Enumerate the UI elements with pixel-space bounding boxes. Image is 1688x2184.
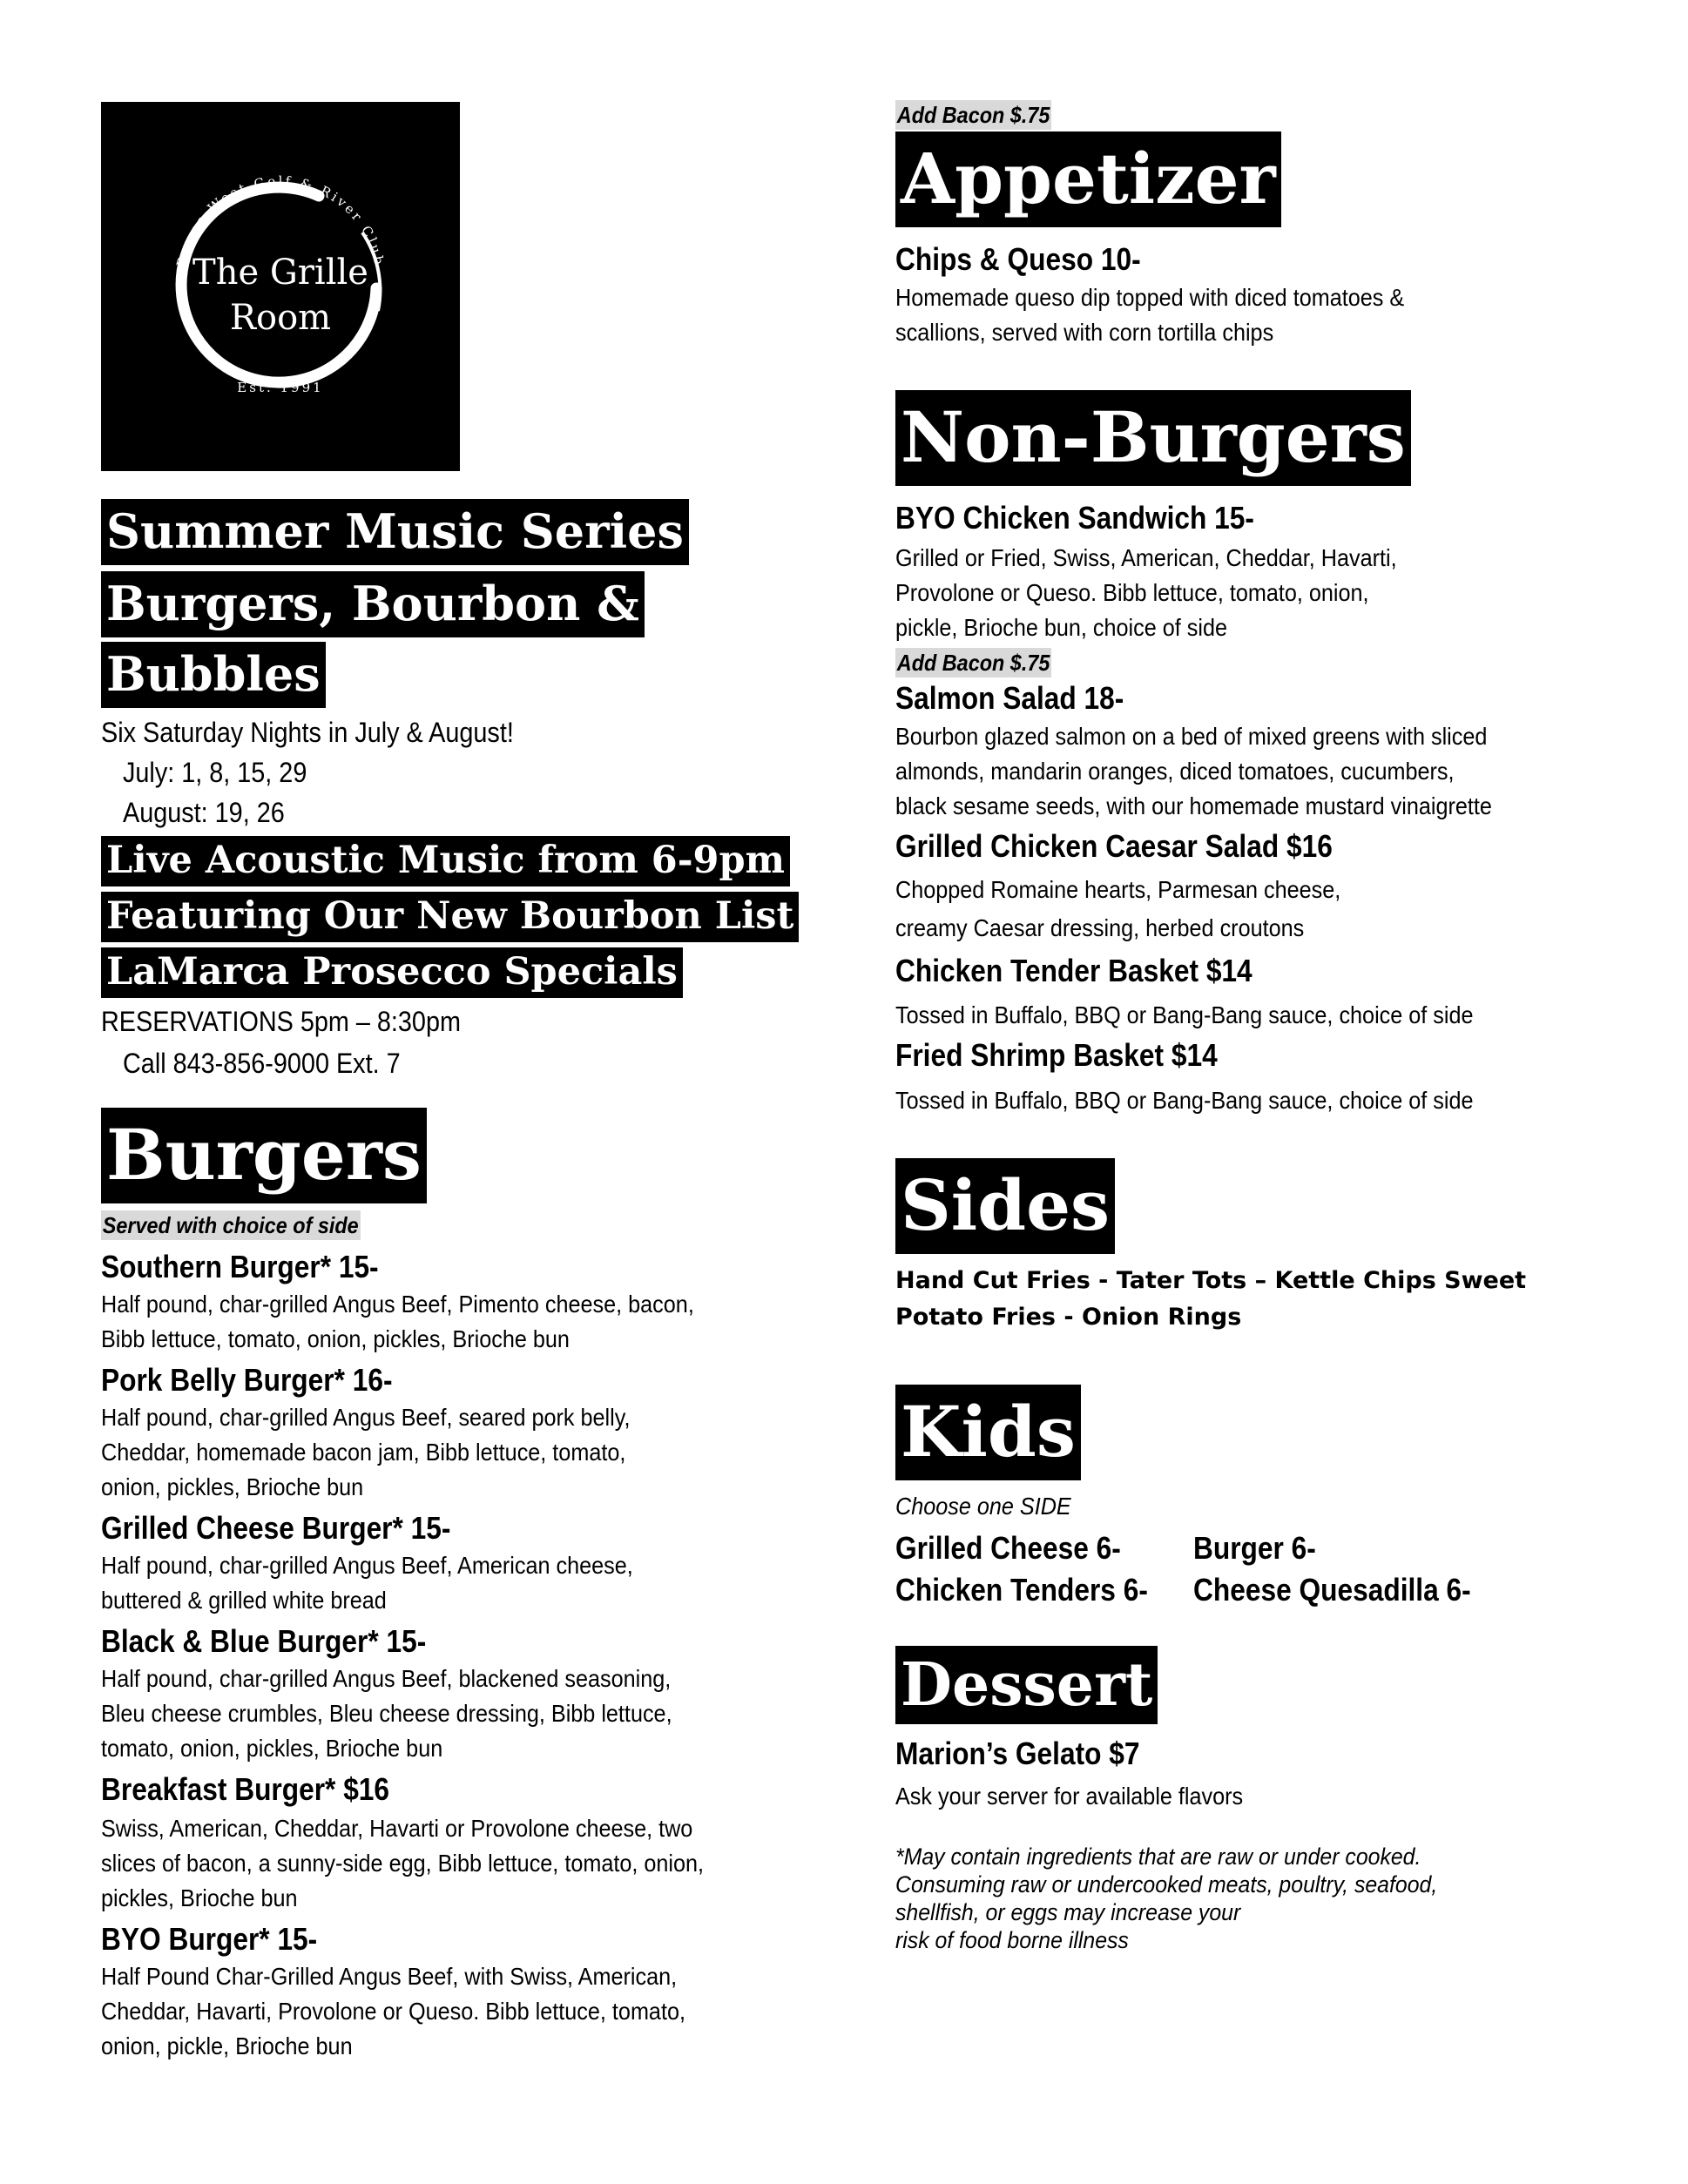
kids-note: Choose one SIDE (895, 1493, 1071, 1520)
kids-heading: Kids (895, 1385, 1081, 1480)
caesar-desc-line: Chopped Romaine hearts, Parmesan cheese, (895, 876, 1341, 903)
caesar-title: Grilled Chicken Caesar Salad $16 (895, 828, 1333, 864)
appetizer-heading: Appetizer (895, 131, 1281, 227)
dessert-title: Marion’s Gelato $7 (895, 1736, 1140, 1771)
byo-chicken-bacon-note: Add Bacon $.75 (896, 650, 1050, 676)
burger-desc-line: onion, pickles, Brioche bun (101, 1473, 364, 1500)
salmon-title: Salmon Salad 18- (895, 680, 1124, 716)
burger-desc-line: pickles, Brioche bun (101, 1884, 298, 1911)
burger-desc-line: Half pound, char-grilled Angus Beef, American cheese, (101, 1552, 633, 1579)
dessert-heading: Dessert (895, 1646, 1158, 1724)
promo-banner-music: Live Acoustic Music from 6-9pm (101, 836, 790, 886)
burger-title: Grilled Cheese Burger* 15- (101, 1510, 451, 1546)
burger-desc-line: Cheddar, homemade bacon jam, Bibb lettuce, tomato, (101, 1439, 626, 1466)
dessert-desc: Ask your server for available flavors (895, 1783, 1244, 1810)
burgers-heading: Burgers (101, 1108, 427, 1203)
kids-item: Burger 6- (1193, 1530, 1316, 1566)
burger-desc-line: Half pound, char-grilled Angus Beef, blackened seasoning, (101, 1665, 672, 1692)
burger-desc-line: Swiss, American, Cheddar, Havarti or Provolone cheese, two (101, 1815, 693, 1842)
promo-july-dates: July: 1, 8, 15, 29 (123, 757, 307, 788)
kids-item: Chicken Tenders 6- (895, 1572, 1148, 1608)
promo-title-line3: Bubbles (101, 642, 326, 708)
salmon-desc-line: black sesame seeds, with our homemade mustard vinaigrette (895, 792, 1492, 819)
burger-desc-line: Bibb lettuce, tomato, onion, pickles, Brioche bun (101, 1325, 570, 1352)
caesar-desc-line: creamy Caesar dressing, herbed croutons (895, 914, 1305, 941)
sides-list-line: Potato Fries - Onion Rings (895, 1304, 1242, 1331)
burger-title: Black & Blue Burger* 15- (101, 1623, 427, 1659)
burger-desc-line: onion, pickle, Brioche bun (101, 2032, 353, 2059)
burger-desc-line: Bleu cheese crumbles, Bleu cheese dressing, Bibb lettuce, (101, 1700, 672, 1727)
burger-desc-line: Half Pound Char-Grilled Angus Beef, with Swiss, American, (101, 1963, 678, 1990)
burgers-note: Served with choice of side (102, 1212, 359, 1238)
promo-title-line1: Summer Music Series (101, 499, 689, 565)
appetizer-desc-line: Homemade queso dip topped with diced tomatoes & (895, 284, 1405, 311)
sides-heading: Sides (895, 1158, 1115, 1254)
promo-august-dates: August: 19, 26 (123, 797, 285, 828)
logo-ring-text: Dunes West Golf & River Club (173, 172, 388, 269)
burger-desc-line: slices of bacon, a sunny-side egg, Bibb lettuce, tomato, onion, (101, 1850, 705, 1877)
salmon-desc-line: almonds, mandarin oranges, diced tomatoes, cucumbers, (895, 758, 1455, 785)
logo-name-line1: The Grille (192, 253, 368, 293)
non-burgers-heading: Non-Burgers (895, 390, 1411, 486)
burger-title: Southern Burger* 15- (101, 1249, 379, 1284)
salmon-desc-line: Bourbon glazed salmon on a bed of mixed greens with sliced (895, 723, 1488, 750)
kids-item: Cheese Quesadilla 6- (1193, 1572, 1471, 1608)
burger-desc-line: buttered & grilled white bread (101, 1587, 387, 1614)
promo-dates-intro: Six Saturday Nights in July & August! (101, 717, 514, 748)
logo-est: Est. 1991 (237, 380, 324, 395)
tender-title: Chicken Tender Basket $14 (895, 953, 1252, 988)
byo-chicken-desc-line: pickle, Brioche bun, choice of side (895, 614, 1228, 641)
top-bacon-note: Add Bacon $.75 (896, 102, 1050, 128)
disclaimer: *May contain ingredients that are raw or under cooked. Consuming raw or undercooked meats, poultry, seafood, shellfish, or eggs may increase your risk of food borne illness (895, 1844, 1438, 1953)
byo-chicken-desc-line: Grilled or Fried, Swiss, American, Cheddar, Havarti, (895, 544, 1397, 571)
burger-title: BYO Burger* 15- (101, 1921, 318, 1957)
burger-desc-line: Cheddar, Havarti, Provolone or Queso. Bibb lettuce, tomato, (101, 1998, 685, 2025)
promo-banner-bourbon: Featuring Our New Bourbon List (101, 892, 799, 942)
promo-reservations: RESERVATIONS 5pm – 8:30pm (101, 1006, 461, 1037)
burger-title: Breakfast Burger* $16 (101, 1771, 390, 1807)
burger-desc-line: Half pound, char-grilled Angus Beef, seared pork belly, (101, 1404, 631, 1431)
burger-title: Pork Belly Burger* 16- (101, 1362, 393, 1398)
tender-desc: Tossed in Buffalo, BBQ or Bang-Bang sauce, choice of side (895, 1001, 1474, 1028)
shrimp-desc: Tossed in Buffalo, BBQ or Bang-Bang sauce, choice of side (895, 1087, 1474, 1114)
byo-chicken-desc-line: Provolone or Queso. Bibb lettuce, tomato, onion, (895, 579, 1369, 606)
byo-chicken-title: BYO Chicken Sandwich 15- (895, 500, 1254, 536)
logo (101, 102, 460, 471)
promo-title-line2: Burgers, Bourbon & (101, 571, 645, 637)
promo-call: Call 843-856-9000 Ext. 7 (123, 1048, 401, 1079)
promo-banner-prosecco: LaMarca Prosecco Specials (101, 947, 683, 998)
shrimp-title: Fried Shrimp Basket $14 (895, 1037, 1218, 1073)
logo-name-line2: Room (229, 298, 332, 338)
sides-list-line: Hand Cut Fries - Tater Tots – Kettle Chips Sweet (895, 1267, 1527, 1294)
kids-item: Grilled Cheese 6- (895, 1530, 1121, 1566)
appetizer-desc-line: scallions, served with corn tortilla chips (895, 319, 1274, 346)
burger-desc-line: Half pound, char-grilled Angus Beef, Pimento cheese, bacon, (101, 1291, 694, 1318)
burger-desc-line: tomato, onion, pickles, Brioche bun (101, 1735, 443, 1762)
appetizer-title: Chips & Queso 10- (895, 241, 1141, 277)
